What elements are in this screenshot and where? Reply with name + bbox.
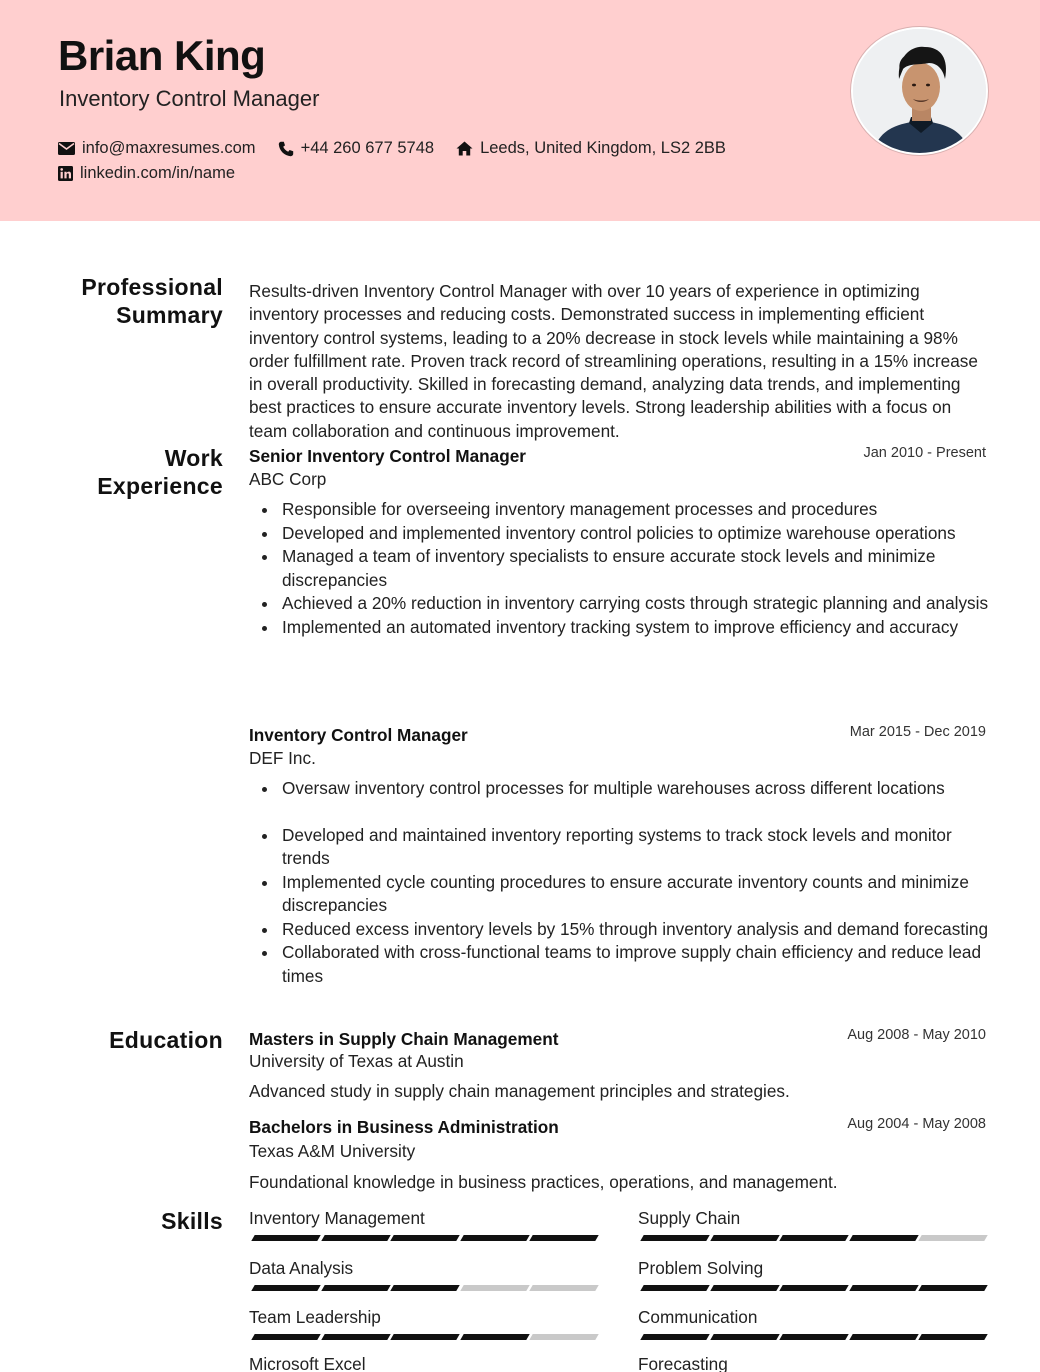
person-avatar-icon: [853, 29, 988, 155]
skill-level-segment: [918, 1285, 987, 1291]
skill-item: [249, 1307, 597, 1329]
skill-name: Forecasting: [638, 1354, 728, 1372]
skill-level-bar: [249, 1334, 597, 1340]
skill-item: [249, 1354, 597, 1372]
job-bullets-2: [249, 777, 989, 988]
candidate-name: Brian King: [58, 32, 266, 79]
skill-name: Team Leadership: [249, 1307, 381, 1327]
school-1: University of Texas at Austin: [249, 1051, 464, 1071]
job-dates-2: Mar 2015 - Dec 2019: [849, 724, 986, 740]
phone-text: +44 260 677 5748: [300, 139, 435, 157]
skill-level-segment: [779, 1334, 848, 1340]
skill-level-segment: [529, 1235, 598, 1241]
skill-level-segment: [529, 1334, 598, 1340]
job-dates-1: Jan 2010 - Present: [863, 445, 986, 461]
contact-phone[interactable]: [278, 139, 435, 158]
skill-level-bar: [249, 1285, 597, 1291]
list-item: Developed and maintained inventory reporting systems to track stock levels and monitor trends: [249, 824, 989, 871]
email-text: info@maxresumes.com: [82, 139, 256, 157]
list-item: Developed and implemented inventory control policies to optimize warehouse operations: [249, 522, 989, 546]
degree-1: Masters in Supply Chain Management: [249, 1029, 559, 1049]
skill-level-segment: [640, 1334, 709, 1340]
skill-level-segment: [918, 1235, 987, 1241]
job-company-2: DEF Inc.: [249, 748, 316, 768]
envelope-icon: [58, 142, 75, 155]
job-title-1: Senior Inventory Control Manager: [249, 446, 526, 466]
skill-level-segment: [251, 1235, 320, 1241]
contact-row-2: [58, 164, 257, 183]
experience-heading-line-1: Work: [164, 445, 223, 471]
job-company-1: ABC Corp: [249, 469, 327, 489]
skill-name: Supply Chain: [638, 1208, 741, 1228]
skill-level-segment: [849, 1285, 918, 1291]
resume-header: [0, 0, 1040, 221]
experience-heading-line-2: Experience: [97, 473, 223, 499]
skill-item: [638, 1258, 986, 1280]
skill-level-segment: [779, 1285, 848, 1291]
list-item: Oversaw inventory control processes for multiple warehouses across different locations: [249, 777, 989, 801]
skill-level-bar: [249, 1235, 597, 1241]
skill-name: Inventory Management: [249, 1208, 425, 1228]
skill-item: [638, 1208, 986, 1230]
profile-photo: [851, 27, 988, 155]
skill-level-segment: [918, 1334, 987, 1340]
skill-item: [638, 1354, 986, 1372]
contact-email[interactable]: [58, 139, 256, 158]
skills-heading: Skills: [161, 1208, 223, 1234]
skill-level-segment: [460, 1285, 529, 1291]
linkedin-text: linkedin.com/in/name: [80, 164, 235, 182]
summary-text: Results-driven Inventory Control Manager with over 10 years of experience in optimizing inventory processes and reducing costs. Demonstrated success in implementing efficient inventory control systems, leading to a 20% decrease in stock levels while maintaining a 98% order fulfillment rate. Proven track record of streamlining operations, resulting in a 15% increase in overall productivity. Skilled in forecasting demand, analyzing data trends, and implementing best practices to ensure accurate inventory levels. Strong leadership abilities with a focus on team collaboration and continuous improvement.: [249, 281, 978, 441]
degree-dates-1: Aug 2008 - May 2010: [847, 1027, 986, 1043]
linkedin-icon: [58, 166, 73, 181]
skill-level-segment: [390, 1235, 459, 1241]
contact-row: [58, 139, 748, 158]
degree-dates-2: Aug 2004 - May 2008: [847, 1116, 986, 1132]
skill-item: [249, 1258, 597, 1280]
skill-item: [638, 1307, 986, 1329]
list-item: Reduced excess inventory levels by 15% through inventory analysis and demand forecasting: [249, 918, 989, 942]
skill-level-segment: [640, 1235, 709, 1241]
skill-name: Problem Solving: [638, 1258, 764, 1278]
summary-heading-line-2: Summary: [116, 302, 223, 328]
skill-level-segment: [321, 1285, 390, 1291]
degree-description-1: Advanced study in supply chain management principles and strategies.: [249, 1081, 790, 1101]
skill-level-segment: [779, 1235, 848, 1241]
list-item: Implemented an automated inventory tracking system to improve efficiency and accuracy: [249, 616, 989, 640]
summary-heading-line-1: Professional: [81, 274, 223, 300]
education-heading: Education: [109, 1027, 223, 1053]
skill-name: Communication: [638, 1307, 758, 1327]
skill-level-segment: [460, 1235, 529, 1241]
list-item: Collaborated with cross-functional teams to improve supply chain efficiency and reduce lead times: [249, 941, 989, 988]
experience-heading: [40, 444, 223, 500]
skill-level-segment: [849, 1235, 918, 1241]
list-item: Implemented cycle counting procedures to ensure accurate inventory counts and minimize discrepancies: [249, 871, 989, 918]
skill-level-bar: [638, 1285, 986, 1291]
degree-2: Bachelors in Business Administration: [249, 1117, 559, 1137]
skill-level-segment: [710, 1285, 779, 1291]
list-item: Achieved a 20% reduction in inventory carrying costs through strategic planning and analysis: [249, 592, 989, 616]
location-text: Leeds, United Kingdom, LS2 2BB: [480, 139, 726, 157]
skill-name: Data Analysis: [249, 1258, 354, 1278]
list-item: Responsible for overseeing inventory management processes and procedures: [249, 498, 989, 522]
skill-level-segment: [321, 1235, 390, 1241]
skill-item: [249, 1208, 597, 1230]
list-item: Managed a team of inventory specialists to ensure accurate stock levels and minimize discrepancies: [249, 545, 989, 592]
phone-icon: [278, 141, 294, 157]
skill-level-bar: [638, 1334, 986, 1340]
skill-name: Microsoft Excel: [249, 1354, 366, 1372]
skill-level-segment: [529, 1285, 598, 1291]
summary-heading: [40, 273, 223, 329]
contact-location: [456, 139, 726, 158]
skill-level-segment: [251, 1285, 320, 1291]
skill-level-segment: [710, 1334, 779, 1340]
skill-level-segment: [390, 1285, 459, 1291]
skill-level-segment: [849, 1334, 918, 1340]
home-icon: [456, 141, 473, 156]
skill-level-segment: [640, 1285, 709, 1291]
school-2: Texas A&M University: [249, 1141, 416, 1161]
skill-level-segment: [710, 1235, 779, 1241]
degree-description-2: Foundational knowledge in business practices, operations, and management.: [249, 1172, 838, 1192]
job-bullets-1: [249, 498, 989, 639]
skill-level-segment: [390, 1334, 459, 1340]
skill-level-segment: [321, 1334, 390, 1340]
contact-linkedin[interactable]: [58, 164, 235, 183]
job-title-2: Inventory Control Manager: [249, 725, 468, 745]
skill-level-bar: [638, 1235, 986, 1241]
skill-level-segment: [251, 1334, 320, 1340]
skill-level-segment: [460, 1334, 529, 1340]
candidate-title: Inventory Control Manager: [59, 86, 320, 111]
